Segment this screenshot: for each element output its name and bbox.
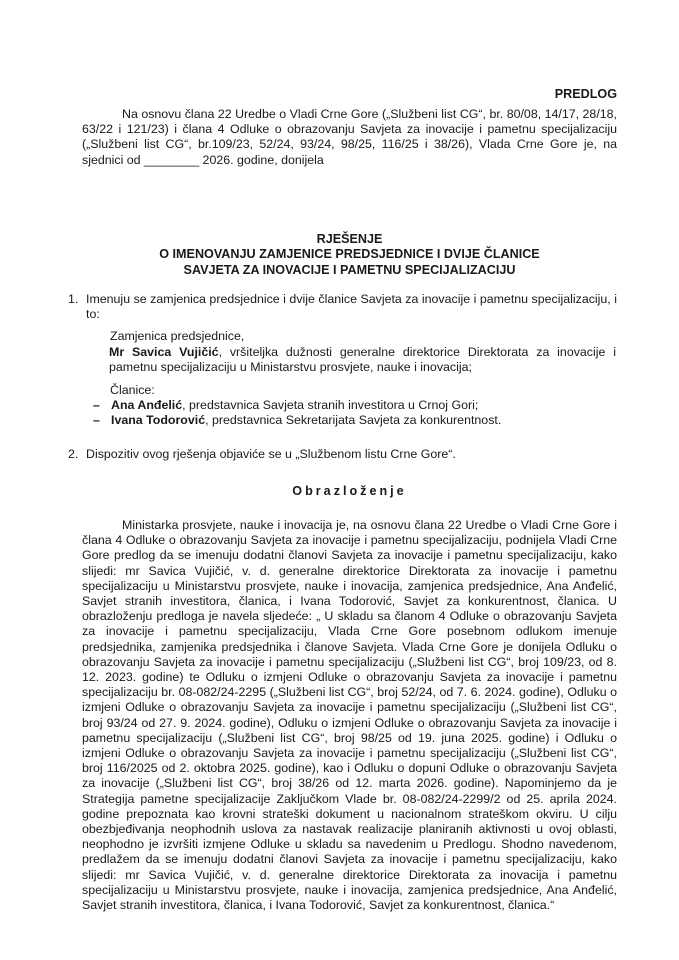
preamble-paragraph (82, 107, 617, 168)
item-text: Dispozitiv ovog rješenja objaviće se u „Službenom listu Crne Gore“. (86, 447, 456, 461)
explanation-heading: Obrazloženje (292, 484, 407, 498)
members-label: Članice: (110, 383, 155, 397)
member-list-item (93, 413, 501, 428)
dash-bullet: – (93, 413, 100, 427)
title-line-1: RJEŠENJE (316, 232, 383, 246)
explanation-text: Ministarka prosvjete, nauke i inovacija je, na osnovu člana 22 Uredbe o Vladi Crne Gore i člana 4 Odluke o obrazovanju Savjeta za inovacije i pametnu specijalizaciju, podnijela Vladi Crne Gore predlog da se imenuju dodatni članovi Savjeta za inovacije i pametnu specijalizaciju, kako slijedi: mr Savica Vujičić, v. d. generalne direktorice Direktorata za inovacije i pametnu specijalizaciju u Ministarstvu prosvjete, nauke i inovacija, zamjenica predsjednice, Ana Anđelić, Savjet stranih investitora, članica, i Ivana Todorović, Savjet za konkurentnost, članica. U obrazloženju predloga je navela sljedeće: „ U skladu sa članom 4 Odluke o obrazovanju Savjeta za inovacije i pametnu specijalizaciju, Vlada Crne Gore posebnom odlukom imenuje predsjednika, zamjenika predsjednika i članove Savjeta. Vlada Crne Gore je donijela Odluku o obrazovanju Savjeta za inovacije i pametnu specijalizaciju („Službeni list CG“, broj 109/23, od 8. 12. 2023. godine) te Odluku o izmjeni Odluke o obrazovanju Savjeta za inovacije i pametnu specijalizaciju br. 08-082/24-2295 („Službeni list CG“, broj 52/24, od 7. 6. 2024. godine), Odluku o izmjeni Odluke o obrazovanju Savjeta za inovacije i pametnu specijalizaciju („Službeni list CG“, broj 93/24 od 27. 9. 2024. godine), Odluku o izmjeni Odluke o obrazovanju Savjeta za inovacije i pametnu specijalizaciju („Službeni list CG“, broj 98/25 od 19. juna 2025. godine) i Odluku o izmjeni Odluke o obrazovanju Savjeta za inovacije i pametnu specijalizaciju („Službeni list CG“, broj 116/2025 od 2. oktobra 2025. godine), kao i Odluku o dopuni Odluke o obrazovanju Savjeta za inovacije („Službeni list CG“, broj 38/26 od 12. marta 2026. godine). Napominjemo da je Strategija pametne specijalizacije Zaključkom Vlade br. 08-082/24-2299/2 od 25. aprila 2024. godine prepoznata kao krovni strateški dokument u nacionalnom strateškom okviru. U cilju obezbjeđivanja neophodnih uslova za nastavak realizacije planiranih aktivnosti u ovoj oblasti, neophodno je izvršiti izmjene Odluke u skladu sa navedenim u Predlogu. Shodno navedenom, predlažem da se imenuju dodatni članovi Savjeta za inovacije i pametnu specijalizaciju, kako slijedi: mr Savica Vujičić, v. d. generalne direktorice Direktorata za inovacija i pametnu specijalizaciju u Ministarstvu prosvjete, nauke i inovacija, zamjenica predsjednice, Ana Anđelić, Savjet stranih investitora, članica, i Ivana Todorović, Savjet za konkurentnost, članica.“ (82, 518, 617, 913)
member-name: Ana Anđelić (111, 398, 183, 412)
numbered-item-1 (68, 292, 617, 322)
title-line-3: SAVJETA ZA INOVACIJE I PAMETNU SPECIJALIZACIJU (183, 262, 516, 277)
deputy-entry (109, 345, 616, 375)
document-status-marker: PREDLOG (554, 87, 617, 101)
document-title (82, 232, 617, 278)
preamble-text: Na osnovu člana 22 Uredbe o Vladi Crne Gore („Službeni list CG“, br. 80/08, 14/17, 28/18, 63/22 i 121/23) i člana 4 Odluke o obrazovanju Savjeta za inovacije i pametnu specijalizaciju („Službeni list CG“, br.109/23, 52/24, 93/24, 98/25, 116/25 i 38/26), Vlada Crne Gore je, na sjednici od ________ 2026. godine, donijela (82, 107, 617, 167)
member-description: , predstavnica Sekretarijata Savjeta za konkurentnost. (205, 413, 502, 427)
dash-bullet: – (93, 398, 100, 412)
item-number: 1. (68, 292, 79, 306)
member-name: Ivana Todorović (111, 413, 206, 427)
member-list-item (93, 398, 478, 413)
deputy-name: Mr Savica Vujičić (109, 345, 219, 359)
title-line-2: O IMENOVANJU ZAMJENICE PREDSJEDNICE I DVIJE ČLANICE (159, 247, 540, 262)
item-text: Imenuju se zamjenica predsjednice i dvije članice Savjeta za inovacije i pametnu specijalizaciju, i to: (86, 292, 617, 322)
deputy-description: , vršiteljka dužnosti generalne direktorice Direktorata za inovacije i pametnu specijalizaciju u Ministarstvu prosvjete, nauke i inovacija; (109, 345, 616, 375)
explanation-paragraph (82, 518, 617, 913)
numbered-item-2 (68, 447, 617, 462)
member-description: , predstavnica Savjeta stranih investitora u Crnoj Gori; (182, 398, 479, 412)
deputy-label: Zamjenica predsjednice, (110, 329, 245, 343)
item-number: 2. (68, 447, 79, 461)
